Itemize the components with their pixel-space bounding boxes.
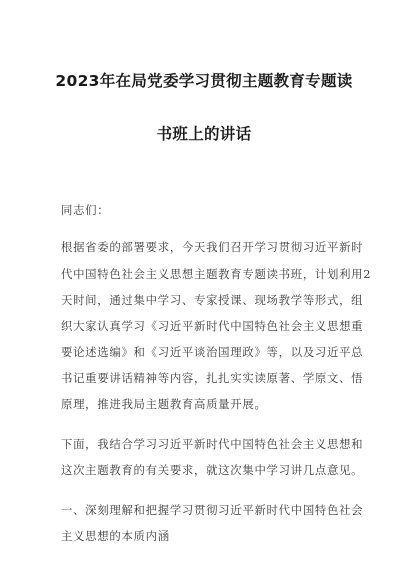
document-title-line-2: 书班上的讲话 — [156, 125, 252, 143]
paragraph-2-line-1: 下面，我结合学习习近平新时代中国特色社会主义思想和 — [61, 437, 364, 451]
salutation: 同志们： — [61, 203, 110, 217]
paragraph-1-line-7: 原理，推进我局主题教育高质量开展。 — [61, 397, 267, 411]
document-title-line-1: 2023年在局党委学习贯彻主题教育专题读 — [55, 72, 353, 90]
paragraph-1-line-2: 代中国特色社会主义思想主题教育专题读书班，计划利用2 — [61, 267, 372, 281]
paragraph-1-line-1: 根据省委的部署要求，今天我们召开学习贯彻习近平新时 — [61, 240, 364, 254]
paragraph-1-line-3: 天时间，通过集中学习、专家授课、现场教学等形式，组 — [61, 293, 364, 307]
section-1-heading-line-1: 一、深刻理解和把握学习贯彻习近平新时代中国特色社会 — [61, 503, 364, 517]
paragraph-1-line-4: 织大家认真学习《习近平新时代中国特色社会主义思想重 — [61, 319, 364, 333]
paragraph-2-line-2: 这次主题教育的有关要求，就这次集中学习讲几点意见。 — [61, 463, 364, 477]
paragraph-1-line-6: 书记重要讲话精神等内容，扎扎实实读原著、学原文、悟 — [61, 371, 364, 385]
section-1-heading-line-2: 主义思想的本质内涵 — [61, 529, 170, 543]
paragraph-1-line-5: 要论述选编》和《习近平谈治国理政》等，以及习近平总 — [61, 345, 364, 359]
